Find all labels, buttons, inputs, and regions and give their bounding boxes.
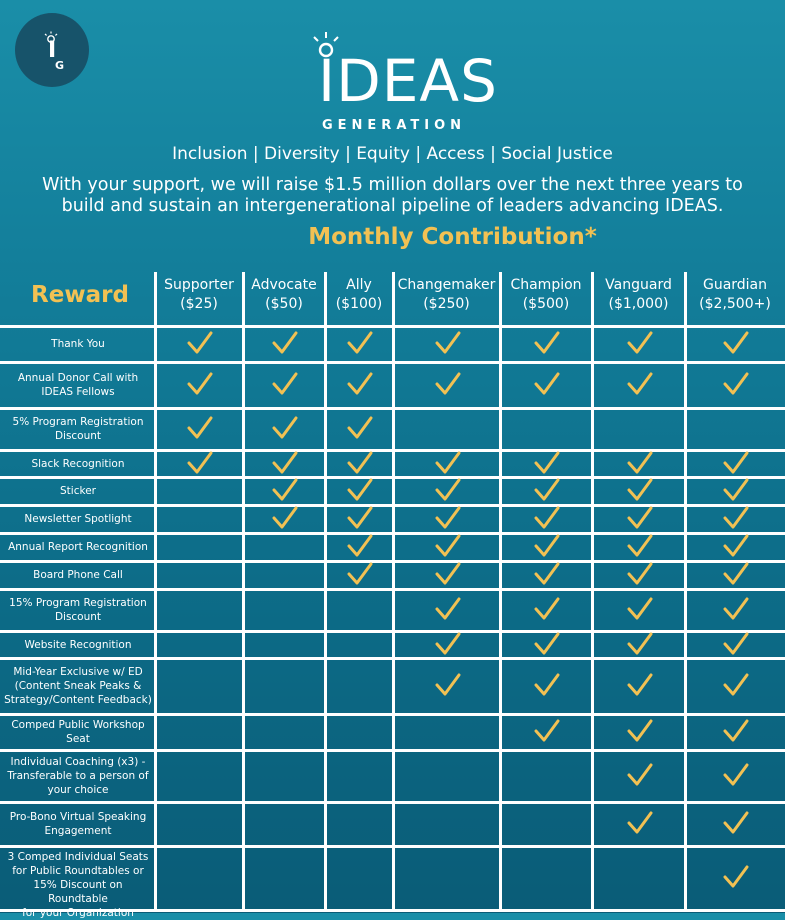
tier-name: Ally <box>346 277 372 293</box>
reward-label-line: Transferable to a person of <box>7 770 149 782</box>
checkmark-icon <box>722 762 750 788</box>
reward-label-line: your choice <box>47 784 109 796</box>
checkmark-icon <box>626 371 654 397</box>
checkmark-icon <box>271 330 299 356</box>
badge-letter-g: G <box>55 59 65 72</box>
checkmark-icon <box>722 596 750 622</box>
tier-amount: ($25) <box>180 296 218 312</box>
grid-horizontal-line <box>0 588 785 591</box>
grid-vertical-line <box>324 272 327 910</box>
grid-vertical-line <box>392 272 395 910</box>
reward-label-line: 5% Program Registration <box>12 416 144 428</box>
grid-horizontal-line <box>0 504 785 507</box>
grid-vertical-line <box>684 272 687 910</box>
reward-label <box>2 457 154 471</box>
reward-label-line: for Public Roundtables or <box>12 865 144 877</box>
checkmark-icon <box>533 596 561 622</box>
checkmark-icon <box>271 450 299 476</box>
tier-name: Vanguard <box>605 277 672 293</box>
reward-label-line: Pro-Bono Virtual Speaking <box>9 811 147 823</box>
reward-label <box>2 638 154 652</box>
checkmark-icon <box>346 477 374 503</box>
checkmark-icon <box>271 415 299 441</box>
grid-horizontal-line <box>0 325 785 328</box>
reward-label-line: for your Organization <box>22 907 134 919</box>
checkmark-icon <box>533 371 561 397</box>
checkmark-icon <box>434 672 462 698</box>
tier-header <box>500 276 592 314</box>
checkmark-icon <box>722 533 750 559</box>
tier-header <box>155 276 243 314</box>
tier-name: Changemaker <box>397 277 496 293</box>
tier-amount: ($100) <box>335 296 383 312</box>
checkmark-icon <box>434 533 462 559</box>
reward-label <box>2 810 154 838</box>
checkmark-icon <box>722 330 750 356</box>
reward-label <box>2 371 154 399</box>
grid-horizontal-line <box>0 476 785 479</box>
grid-horizontal-line <box>0 801 785 804</box>
checkmark-icon <box>434 330 462 356</box>
monthly-contribution-heading: Monthly Contribution* <box>308 224 597 250</box>
reward-label-line: Engagement <box>44 825 112 837</box>
reward-label-line: Discount <box>54 430 102 442</box>
grid-horizontal-line <box>0 449 785 452</box>
reward-label-line: Annual Report Recognition <box>8 541 148 553</box>
checkmark-icon <box>722 672 750 698</box>
tier-amount: ($250) <box>423 296 470 312</box>
checkmark-icon <box>626 561 654 587</box>
reward-label-line: Board Phone Call <box>33 569 123 581</box>
checkmark-icon <box>626 596 654 622</box>
grid-horizontal-line <box>0 845 785 848</box>
checkmark-icon <box>626 330 654 356</box>
reward-label-line: Seat <box>66 733 90 745</box>
reward-label-line: Sticker <box>60 485 96 497</box>
pitch-line-1: With your support, we will raise $1.5 million dollars over the next three years to <box>42 175 743 195</box>
checkmark-icon <box>722 450 750 476</box>
checkmark-icon <box>722 505 750 531</box>
ig-badge-logo <box>15 13 89 87</box>
ideas-generation-logo <box>300 30 500 140</box>
grid-horizontal-line <box>0 532 785 535</box>
checkmark-icon <box>626 505 654 531</box>
checkmark-icon <box>533 718 561 744</box>
checkmark-icon <box>722 718 750 744</box>
reward-label-line: Strategy/Content Feedback) <box>4 694 152 706</box>
reward-label <box>2 665 154 707</box>
grid-vertical-line <box>242 272 245 910</box>
reward-label <box>2 512 154 526</box>
reward-label-line: Slack Recognition <box>31 457 125 470</box>
checkmark-icon <box>722 864 750 890</box>
reward-label <box>2 568 154 582</box>
checkmark-icon <box>533 672 561 698</box>
logo-wordmark: IDEAS <box>318 47 498 115</box>
checkmark-icon <box>533 533 561 559</box>
checkmark-icon <box>533 631 561 657</box>
reward-label <box>2 596 154 624</box>
tier-header <box>243 276 325 314</box>
reward-column-heading: Reward <box>31 282 129 308</box>
reward-label-line: (Content Sneak Peaks & <box>14 680 142 692</box>
checkmark-icon <box>722 810 750 836</box>
checkmark-icon <box>626 672 654 698</box>
checkmark-icon <box>434 505 462 531</box>
checkmark-icon <box>722 561 750 587</box>
checkmark-icon <box>271 371 299 397</box>
reward-label <box>2 850 154 920</box>
checkmark-icon <box>186 371 214 397</box>
reward-label <box>2 484 154 498</box>
checkmark-icon <box>533 330 561 356</box>
reward-label <box>2 540 154 554</box>
badge-letter-i: I <box>48 38 57 63</box>
checkmark-icon <box>186 330 214 356</box>
reward-label <box>2 415 154 443</box>
checkmark-icon <box>626 718 654 744</box>
checkmark-icon <box>533 505 561 531</box>
checkmark-icon <box>434 631 462 657</box>
tier-header <box>393 276 500 314</box>
checkmark-icon <box>626 477 654 503</box>
reward-label <box>2 755 154 797</box>
checkmark-icon <box>533 477 561 503</box>
checkmark-icon <box>271 477 299 503</box>
grid-vertical-line <box>154 272 157 910</box>
tier-amount: ($2,500+) <box>699 296 771 312</box>
grid-horizontal-line <box>0 713 785 716</box>
reward-label-line: 15% Program Registration <box>9 597 147 609</box>
checkmark-icon <box>722 371 750 397</box>
reward-label-line: Individual Coaching (x3) - <box>10 756 146 768</box>
checkmark-icon <box>346 533 374 559</box>
checkmark-icon <box>626 762 654 788</box>
tier-header <box>325 276 393 314</box>
reward-label-line: Mid-Year Exclusive w/ ED <box>13 666 143 678</box>
tier-amount: ($1,000) <box>608 296 669 312</box>
checkmark-icon <box>434 450 462 476</box>
checkmark-icon <box>346 505 374 531</box>
reward-label-line: IDEAS Fellows <box>41 386 115 398</box>
reward-label-line: Newsletter Spotlight <box>24 513 132 525</box>
grid-horizontal-line <box>0 630 785 633</box>
tier-name: Champion <box>510 277 582 293</box>
tier-name: Advocate <box>251 277 317 293</box>
checkmark-icon <box>533 450 561 476</box>
checkmark-icon <box>186 450 214 476</box>
reward-label-line: Comped Public Workshop <box>11 719 145 731</box>
tier-amount: ($50) <box>265 296 303 312</box>
checkmark-icon <box>346 330 374 356</box>
checkmark-icon <box>434 371 462 397</box>
checkmark-icon <box>626 533 654 559</box>
checkmark-icon <box>626 450 654 476</box>
checkmark-icon <box>626 631 654 657</box>
reward-label <box>2 718 154 746</box>
tagline: Inclusion | Diversity | Equity | Access | Social Justice <box>172 144 613 164</box>
grid-vertical-line <box>499 272 502 910</box>
pitch-text <box>40 175 745 217</box>
checkmark-icon <box>346 561 374 587</box>
tier-amount: ($500) <box>522 296 570 312</box>
grid-horizontal-line <box>0 560 785 563</box>
checkmark-icon <box>722 477 750 503</box>
grid-vertical-line <box>591 272 594 910</box>
checkmark-icon <box>533 561 561 587</box>
checkmark-icon <box>722 631 750 657</box>
reward-label-line: Annual Donor Call with <box>17 372 139 384</box>
reward-label-line: Discount <box>54 611 102 623</box>
checkmark-icon <box>346 415 374 441</box>
tier-header <box>592 276 685 314</box>
checkmark-icon <box>434 477 462 503</box>
checkmark-icon <box>346 450 374 476</box>
tier-name: Supporter <box>164 277 234 293</box>
reward-label-line: 15% Discount on Roundtable <box>33 879 123 905</box>
checkmark-icon <box>186 415 214 441</box>
grid-horizontal-line <box>0 657 785 660</box>
reward-label <box>2 337 154 351</box>
reward-label-line: Thank You <box>51 338 105 350</box>
logo-subtitle: GENERATION <box>322 118 467 133</box>
checkmark-icon <box>346 371 374 397</box>
grid-horizontal-line <box>0 361 785 364</box>
reward-label-line: 3 Comped Individual Seats <box>7 851 149 863</box>
grid-horizontal-line <box>0 407 785 410</box>
checkmark-icon <box>271 505 299 531</box>
checkmark-icon <box>434 596 462 622</box>
tier-name: Guardian <box>702 277 768 293</box>
checkmark-icon <box>434 561 462 587</box>
grid-horizontal-line <box>0 749 785 752</box>
reward-label-line: Website Recognition <box>24 638 132 651</box>
tier-header <box>685 276 785 314</box>
checkmark-icon <box>626 810 654 836</box>
pitch-line-2: build and sustain an intergenerational pipeline of leaders advancing IDEAS. <box>61 196 724 216</box>
